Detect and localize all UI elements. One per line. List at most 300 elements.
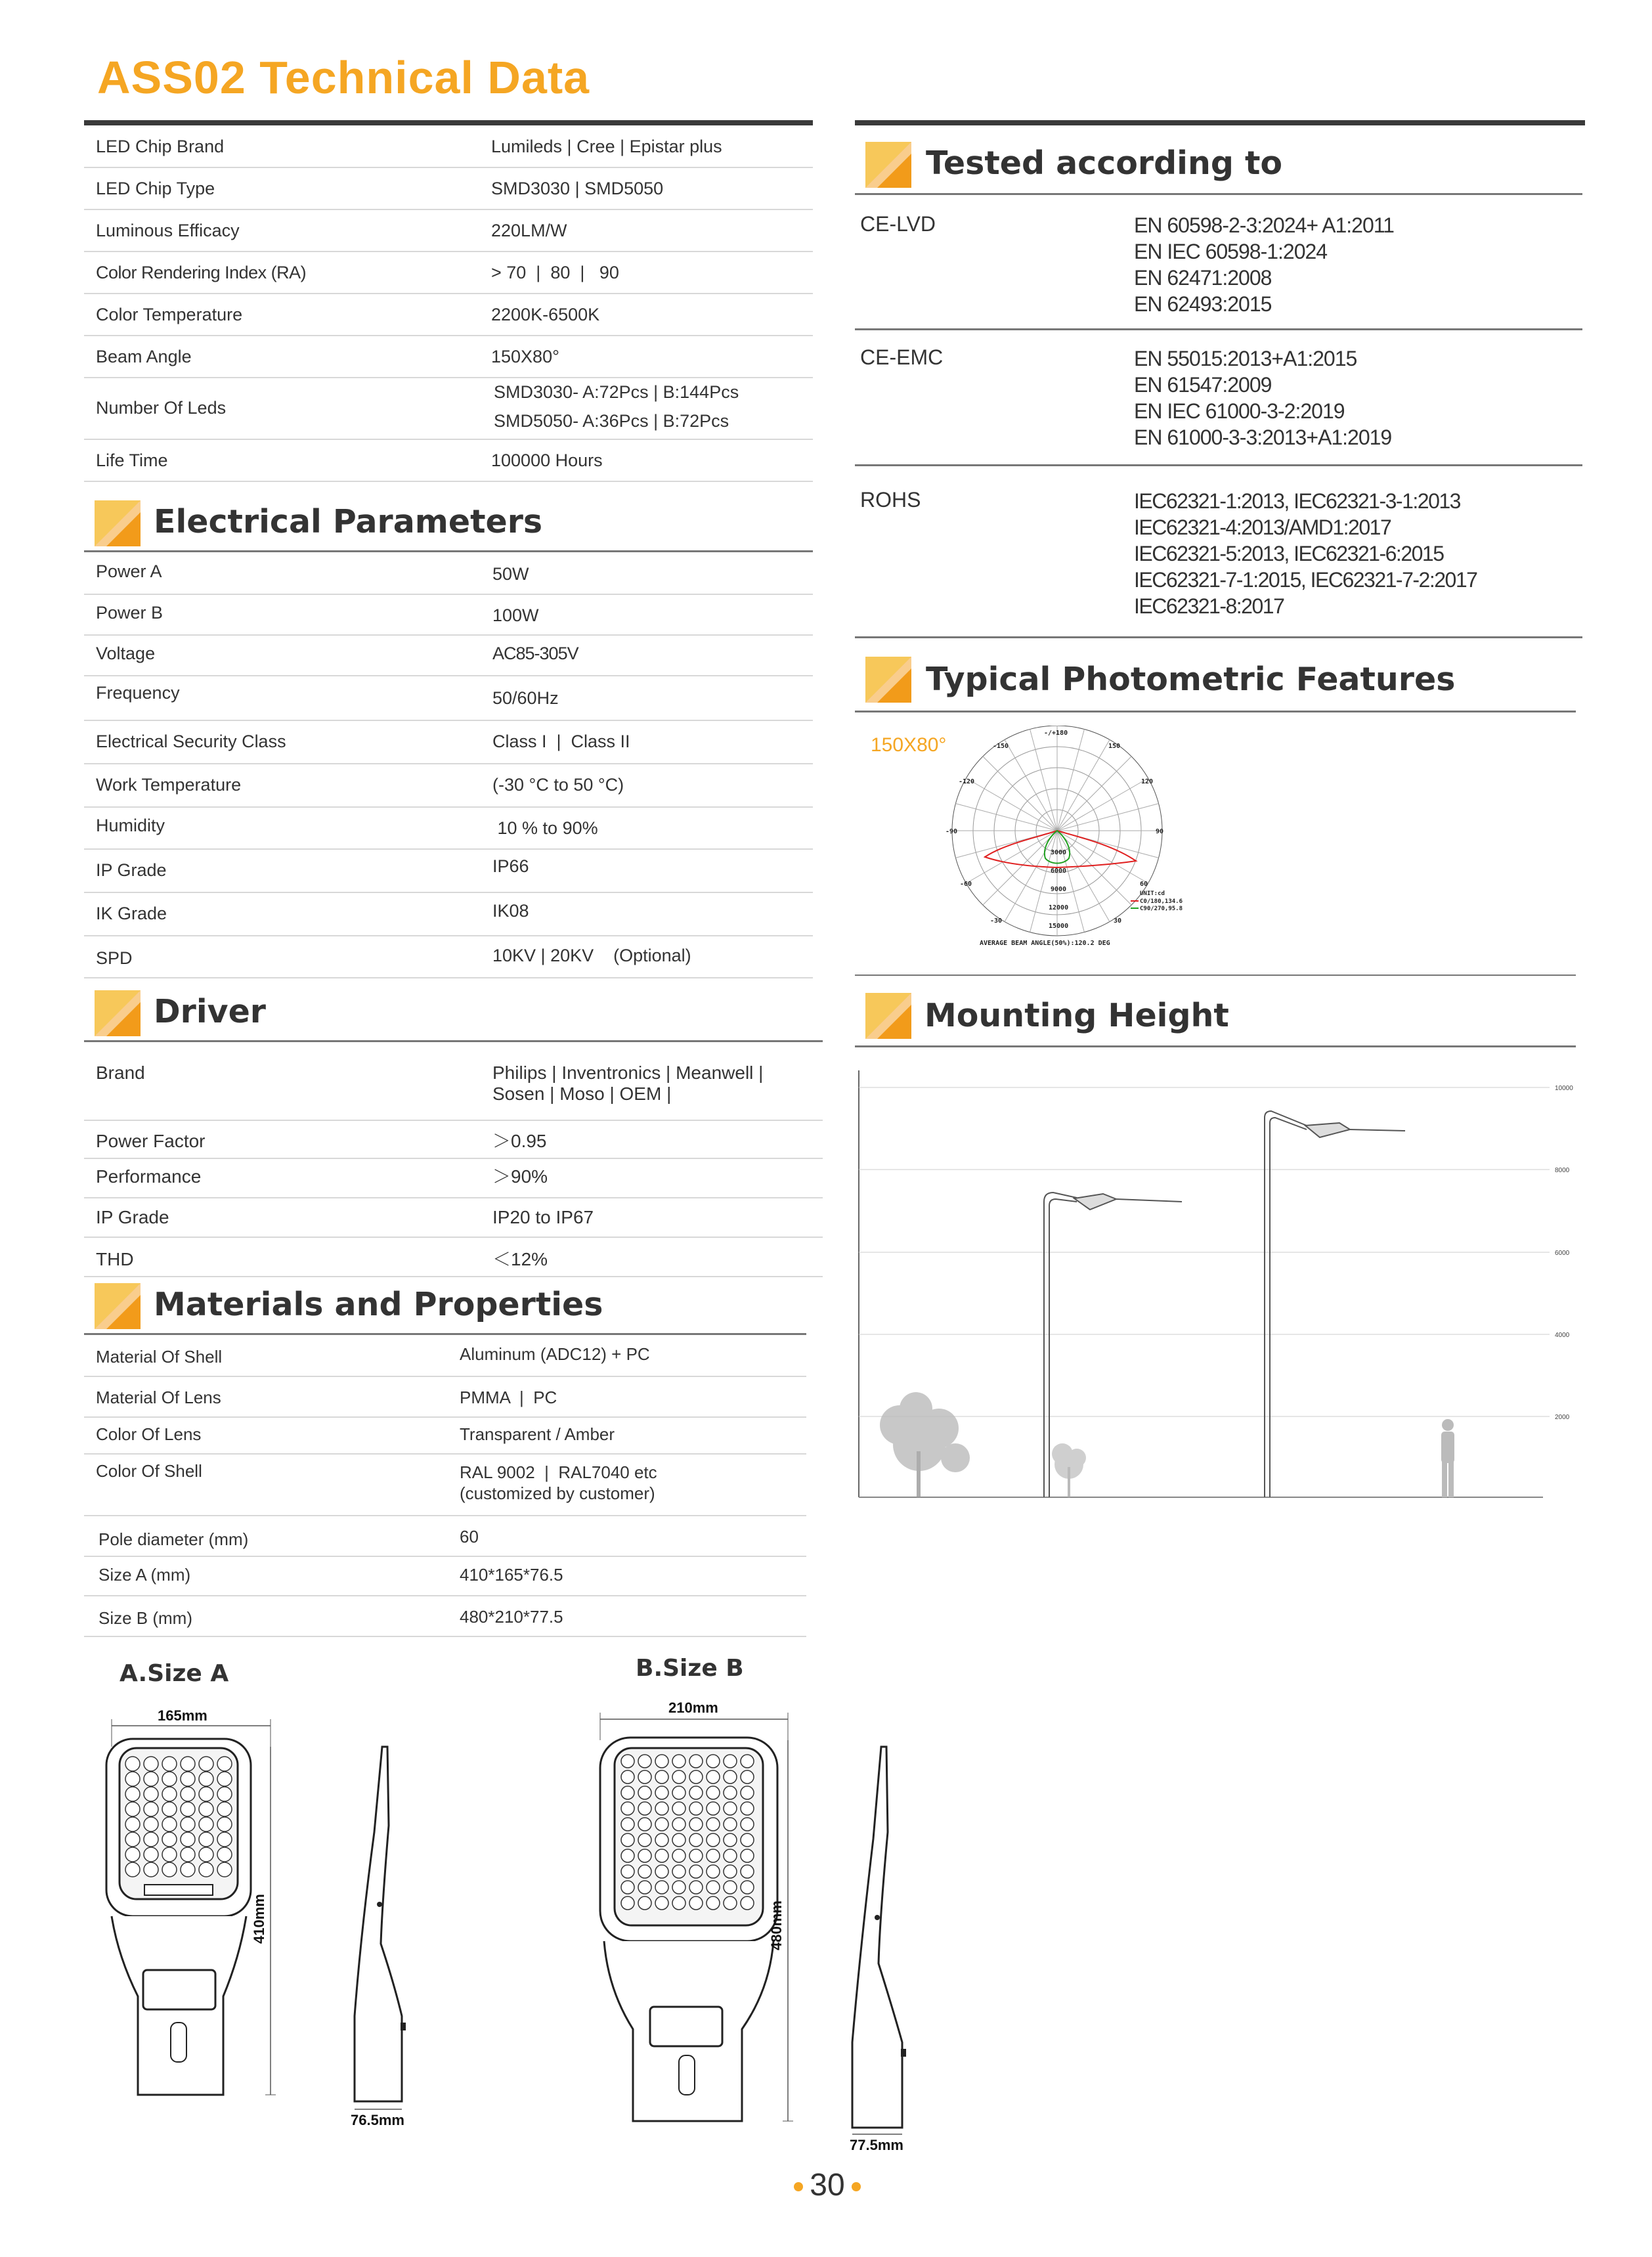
led-dot [689,1896,703,1910]
materials-table [84,1335,806,1644]
table-row [84,1595,806,1637]
angle-label: 90 [1156,828,1164,835]
polar-spoke [1057,729,1084,831]
led-dot [638,1770,651,1784]
led-dot [199,1832,213,1847]
led-dot [638,1833,651,1847]
led-dot [741,1833,754,1847]
polar-spoke [983,756,1057,831]
led-dot [181,1832,195,1847]
standard-list [1134,345,1391,450]
led-dot [217,1847,232,1862]
page-title: ASS02 Technical Data [97,52,590,103]
led-dot [741,1865,754,1878]
led-dot [724,1865,737,1878]
spec-value: > 70 | 80 | 90 [491,263,619,282]
spec-value: 60 [460,1527,479,1546]
polar-spoke [1057,756,1131,831]
spec-value: SMD3030- A:72Pcs | B:144Pcs [494,382,739,402]
spec-value: 100W [492,605,539,625]
led-dot [125,1832,140,1847]
led-dot [181,1802,195,1816]
led-dot [144,1862,158,1877]
section-title: Electrical Parameters [154,503,543,540]
led-dot [706,1818,720,1831]
led-dot [672,1818,685,1831]
table-row [84,594,813,636]
height-label: 10000 [1555,1085,1573,1092]
page-number-text: 30 [810,2168,845,2202]
polar-spoke [1057,804,1159,831]
led-dot [706,1770,720,1784]
led-dot [741,1881,754,1894]
led-dot [672,1865,685,1878]
height-dimension: 480mm [768,1900,785,1950]
spec-key: Electrical Security Class [96,732,286,751]
led-dot [621,1770,634,1784]
led-dot [217,1832,232,1847]
led-dot [125,1862,140,1877]
led-dot [655,1786,668,1799]
table-row [84,720,813,764]
spec-key: Life Time [96,450,168,470]
section-title: Typical Photometric Features [926,661,1456,698]
tree-left [880,1392,970,1497]
table-row [855,328,1582,466]
led-dot [672,1802,685,1815]
polar-spoke [1057,739,1110,831]
led-dot [162,1847,177,1862]
spec-value: ＞90% [492,1166,548,1187]
section-title: Driver [154,993,266,1030]
angle-label: 120 [1141,778,1154,785]
led-dot [672,1896,685,1910]
ring-label: 3000 [1051,849,1067,856]
left-top-rule [84,120,813,125]
spec-key: IP Grade [96,860,167,880]
spec-key: Power B [96,603,163,623]
polar-legend [1131,890,1183,912]
led-dot [217,1772,232,1786]
led-dot [162,1817,177,1831]
led-dot [162,1832,177,1847]
led-dot [181,1817,195,1831]
spec-key: THD [96,1249,134,1269]
height-gridlines [859,1087,1550,1416]
polar-spoke [955,804,1057,831]
spec-value: SMD3030 | SMD5050 [491,179,664,198]
height-label: 6000 [1555,1250,1570,1257]
table-row [84,848,813,893]
spec-value: (-30 °C to 50 °C) [492,775,624,795]
table-row [84,1335,806,1377]
led-dot [125,1772,140,1786]
polar-spoke [966,778,1057,831]
ring-label: 6000 [1051,867,1067,875]
led-dot [181,1847,195,1862]
spec-value: Transparent / Amber [460,1424,615,1444]
led-dot [199,1757,213,1771]
polar-spoke [1030,729,1057,831]
table-row [84,1197,823,1238]
led-dot [638,1786,651,1799]
angle-label: -120 [959,778,975,785]
spec-key: Color Temperature [96,305,243,324]
table-row [84,377,813,440]
led-dot [162,1757,177,1771]
legend-c0: C0/180,134.6 [1140,898,1183,905]
led-dot [655,1755,668,1768]
size-b-label: B.Size B [636,1655,744,1682]
led-dot [741,1896,754,1910]
led-dot [638,1818,651,1831]
spec-key: LED Chip Brand [96,137,225,156]
right-top-rule [855,120,1585,125]
table-row [84,209,813,252]
spec-key: Size A (mm) [98,1565,191,1585]
polar-spoke [1057,831,1084,932]
spec-value: ＞0.95 [492,1131,547,1151]
spec-value: 10 % to 90% [492,818,598,838]
led-dot [706,1865,720,1878]
spec-key: Humidity [96,816,165,835]
polar-spoke [1005,739,1057,831]
size-a-label: A.Size A [120,1660,229,1687]
led-dot [724,1786,737,1799]
led-dot [199,1787,213,1801]
led-dot [638,1881,651,1894]
led-dot [741,1770,754,1784]
table-row [84,552,813,595]
section-triangle-icon [865,993,911,1039]
spec-value: 2200K-6500K [491,305,600,324]
led-dot [655,1896,668,1910]
spec-value: Philips | Inventronics | Meanwell | [492,1063,764,1083]
spec-key: Material Of Lens [96,1388,221,1407]
spec-value: 50W [492,564,529,584]
led-dot [655,1770,668,1784]
materials-heading [84,1278,806,1335]
led-dot [672,1881,685,1894]
led-dot [144,1817,158,1831]
standard-group: CE-LVD [860,212,936,236]
standard-item: EN IEC 60598-1:2024 [1134,240,1328,263]
spec-key: IP Grade [96,1207,169,1227]
spec-key: Beam Angle [96,347,192,366]
mounting-top-rule [855,975,1576,976]
led-dot [181,1757,195,1771]
led-dot [144,1847,158,1862]
led-dot [638,1802,651,1815]
page-dot-left [794,2182,803,2191]
led-dot [689,1818,703,1831]
height-label: 8000 [1555,1167,1570,1174]
led-dot [621,1896,634,1910]
height-label: 4000 [1555,1332,1570,1339]
led-dot [706,1849,720,1862]
table-row [84,1158,823,1198]
led-dot [181,1787,195,1801]
height-dimension: 410mm [251,1894,267,1944]
angle-label: -60 [960,881,972,888]
standard-item: IEC62321-1:2013, IEC62321-3-1:2013 [1134,489,1460,513]
led-dot [741,1802,754,1815]
polar-spoke [1030,831,1057,932]
table-row [84,335,813,378]
spec-value: IP66 [492,856,529,876]
spec-value: 10KV | 20KV (Optional) [492,946,691,965]
led-dot [217,1802,232,1816]
spec-key: Color Of Lens [96,1424,202,1444]
angle-label: -150 [993,743,1009,750]
led-dot [689,1755,703,1768]
led-dot [181,1772,195,1786]
led-dot [162,1862,177,1877]
spec-value: ＜12% [492,1249,548,1269]
led-dot [672,1770,685,1784]
table-row [84,675,813,721]
led-dot [689,1865,703,1878]
section-triangle-icon [865,657,911,703]
standard-item: IEC62321-8:2017 [1134,594,1284,618]
section-triangle-icon [95,500,141,546]
spec-key: Power Factor [96,1131,206,1151]
size-b-front-drawing [591,1701,808,2134]
width-dimension: 165mm [158,1707,207,1724]
person-silhouette [1441,1419,1454,1497]
angle-label: 60 [1140,881,1148,888]
angle-label: 30 [1114,917,1122,925]
led-dot [655,1802,668,1815]
mounting-height-diagram [854,1070,1582,1504]
spec-key: Voltage [96,644,156,663]
standard-item: EN 55015:2013+A1:2015 [1134,347,1357,370]
led-dot [724,1833,737,1847]
standard-list [1134,212,1394,317]
height-label: 2000 [1555,1414,1570,1421]
led-dot [706,1802,720,1815]
spec-value: IP20 to IP67 [492,1207,594,1227]
standard-group: ROHS [860,488,921,512]
led-dot [125,1757,140,1771]
spec-key: Work Temperature [96,775,242,795]
led-dot [217,1787,232,1801]
led-dot [672,1755,685,1768]
depth-dimension: 76.5mm [351,2112,404,2128]
led-dot [638,1755,651,1768]
tested-heading [855,137,1582,195]
led-dot [144,1832,158,1847]
led-dot [706,1896,720,1910]
led-dot [672,1849,685,1862]
led-dot [655,1849,668,1862]
spec-value: Aluminum (ADC12) + PC [460,1344,650,1364]
depth-dimension: 77.5mm [850,2137,903,2153]
spec-key: SPD [96,948,133,968]
led-dot [724,1802,737,1815]
spec-value: 410*165*76.5 [460,1565,563,1585]
spec-value: (customized by customer) [460,1483,655,1503]
led-dot [741,1755,754,1768]
electrical-heading [84,495,813,552]
led-dot [672,1833,685,1847]
standard-item: EN 60598-2-3:2024+ A1:2011 [1134,213,1394,237]
polar-spoke [1057,778,1148,831]
polar-diagram [946,726,1221,949]
spec-value: RAL 9002 | RAL7040 etc [460,1462,657,1482]
width-dimension: 210mm [668,1701,718,1716]
led-dot [621,1802,634,1815]
led-dot [689,1881,703,1894]
spec-key: Pole diameter (mm) [98,1529,249,1549]
mounting-heading [855,988,1576,1047]
ring-label: 9000 [1051,886,1067,893]
led-dot [621,1786,634,1799]
table-row [84,763,813,808]
led-dot [162,1772,177,1786]
size-a-front-drawing [98,1707,282,2115]
table-row [84,1042,823,1121]
spec-value: Class I | Class II [492,732,630,751]
angle-labels [946,730,1163,925]
table-row [84,293,813,336]
table-row [84,167,813,210]
ring-label: 15000 [1049,923,1069,930]
page-dot-right [852,2182,861,2191]
standard-item: EN 61547:2009 [1134,373,1272,397]
table-row [84,439,813,482]
basic-specs-table [84,126,813,481]
polar-spoke [1057,831,1148,883]
section-triangle-icon [95,1283,141,1329]
unit-label: UNIT:cd [1140,890,1165,897]
led-dot [724,1770,737,1784]
spec-value: Sosen | Moso | OEM | [492,1084,672,1104]
size-b-side-drawing [847,1734,939,2154]
table-row [84,1120,823,1159]
spec-value: 480*210*77.5 [460,1607,563,1627]
spec-key: Power A [96,561,162,581]
led-dot [144,1787,158,1801]
section-title: Materials and Properties [154,1286,603,1323]
spec-value: 100000 Hours [491,450,603,470]
angle-label: 150 [1108,743,1121,750]
led-dot [689,1786,703,1799]
led-dot [217,1817,232,1831]
led-dot [724,1818,737,1831]
table-row [84,1376,806,1418]
tall-pole [1265,1111,1405,1497]
led-dot [706,1786,720,1799]
spec-key: Size B (mm) [98,1608,192,1628]
led-dot [724,1849,737,1862]
led-dot [162,1787,177,1801]
led-dot [621,1865,634,1878]
electrical-table [84,552,813,973]
led-dot [125,1802,140,1816]
driver-heading [84,985,823,1042]
led-dot [621,1755,634,1768]
led-dot [741,1818,754,1831]
spec-key: Brand [96,1063,145,1083]
page-number [775,2167,880,2203]
spec-value: PMMA | PC [460,1388,557,1407]
table-row [84,1416,806,1455]
section-triangle-icon [865,142,911,188]
led-dot [125,1847,140,1862]
spec-value: 150X80° [491,347,559,366]
led-dot [638,1896,651,1910]
angle-label: -30 [990,917,1003,925]
led-dot [689,1849,703,1862]
beam-angle-label: 150X80° [871,734,947,756]
led-dot [655,1865,668,1878]
table-row [84,806,813,850]
led-dot [724,1881,737,1894]
spec-value: 50/60Hz [492,688,559,708]
led-dot [181,1862,195,1877]
led-dot [199,1862,213,1877]
led-dot [217,1757,232,1771]
spec-key: Color Rendering Index (RA) [96,263,307,282]
polar-spoke [966,831,1057,883]
standard-item: EN IEC 61000-3-2:2019 [1134,399,1345,423]
size-a-side-drawing [341,1734,433,2128]
led-dot [638,1865,651,1878]
spec-value: SMD5050- A:36Pcs | B:72Pcs [494,411,729,431]
legend-c90: C90/270,95.8 [1140,906,1183,912]
table-row [84,892,813,936]
led-dot [621,1818,634,1831]
standard-item: IEC62321-7-1:2015, IEC62321-7-2:2017 [1134,568,1477,592]
led-dot [199,1772,213,1786]
led-dot [655,1818,668,1831]
led-dot [638,1849,651,1862]
led-dot [125,1787,140,1801]
led-dot [655,1881,668,1894]
spec-value: 220LM/W [491,221,567,240]
led-dot [706,1881,720,1894]
table-row [84,1453,806,1516]
spec-value: Lumileds | Cree | Epistar plus [491,137,722,156]
standard-item: EN 62493:2015 [1134,292,1272,316]
standard-list [1134,488,1477,619]
spec-value: AC85-305V [492,644,578,663]
spec-key: IK Grade [96,904,167,923]
tree-small [1052,1443,1086,1497]
led-dot [621,1881,634,1894]
angle-label: -90 [946,828,958,835]
led-dot [724,1755,737,1768]
led-dot [125,1817,140,1831]
table-row [84,126,813,168]
led-dot [706,1755,720,1768]
led-dot [689,1770,703,1784]
led-dot [706,1833,720,1847]
standard-group: CE-EMC [860,345,944,369]
table-row [855,464,1582,638]
led-dot [689,1802,703,1815]
angle-label: -/+180 [1044,730,1068,737]
spec-key: LED Chip Type [96,179,215,198]
led-dot [741,1849,754,1862]
standard-item: IEC62321-5:2013, IEC62321-6:2015 [1134,542,1444,565]
standard-item: IEC62321-4:2013/AMD1:2017 [1134,515,1391,539]
spec-key: Color Of Shell [96,1461,202,1481]
led-dot [162,1802,177,1816]
table-row [84,1237,823,1277]
led-dot [621,1833,634,1847]
